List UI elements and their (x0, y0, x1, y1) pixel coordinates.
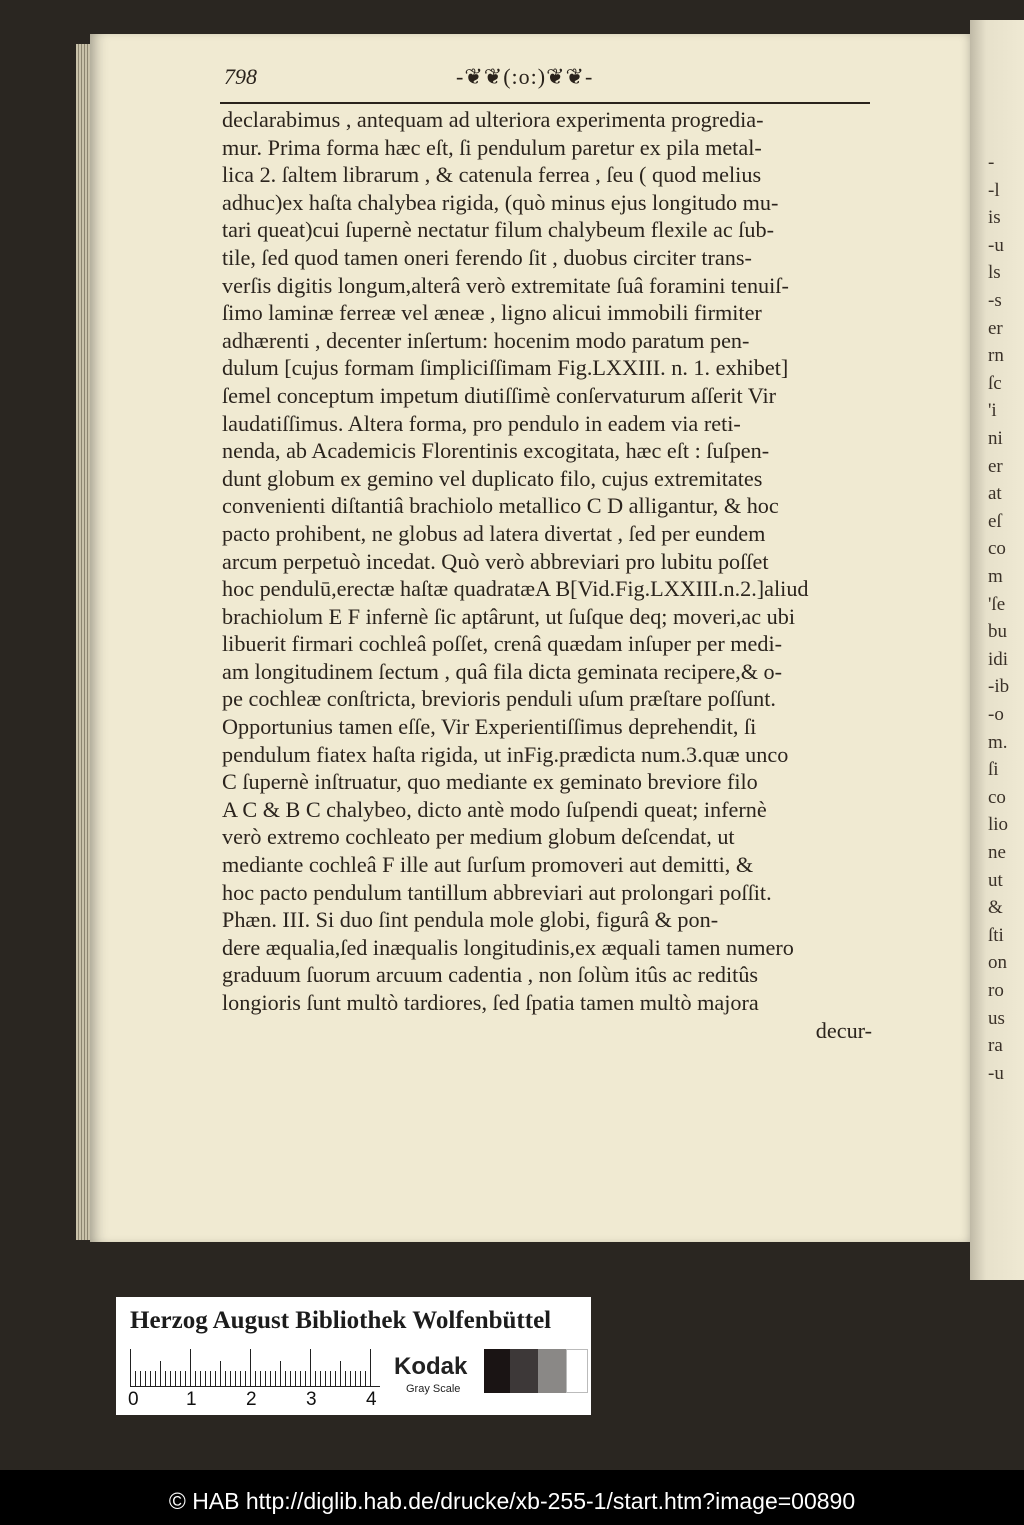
text-line: declarabimus , antequam ad ulteriora experimenta progredia- (222, 107, 764, 132)
ruler-tick (220, 1361, 221, 1387)
ruler-tick (370, 1349, 371, 1387)
text-line: adhærenti , decenter inſertum: hocenim modo paratum pen- (222, 327, 750, 353)
ruler-tick (235, 1371, 236, 1387)
facing-text-fragment: rn (988, 345, 1004, 367)
facing-text-fragment: -u (988, 1062, 1004, 1084)
ruler-tick (240, 1371, 241, 1387)
facing-text-fragment: er (988, 317, 1003, 339)
ruler-label: 0 (128, 1389, 139, 1410)
facing-text-fragment: m. (988, 731, 1008, 753)
facing-text-fragment: co (988, 538, 1006, 560)
text-line: ſemel conceptum impetum diutiſſimè conſervaturum aſſerit Vir (222, 382, 777, 408)
text-line: convenienti diſtantiâ brachiolo metallico C D alligantur, & hoc (222, 493, 779, 519)
text-line: graduum ſuorum arcuum cadentia , non ſolùm itûs ac reditûs (222, 962, 759, 988)
text-line: laudatiſſimus. Altera forma, pro pendulo in eadem via reti- (222, 410, 741, 436)
ruler-tick (280, 1361, 281, 1387)
ruler-tick (150, 1371, 151, 1387)
gray-swatch (510, 1349, 538, 1393)
ruler-tick (245, 1371, 246, 1387)
ruler-tick (320, 1371, 321, 1387)
ruler-tick (255, 1371, 256, 1387)
ruler-tick (305, 1371, 306, 1387)
facing-text-fragment: - (988, 152, 995, 173)
copyright-footer: © HAB http://diglib.hab.de/drucke/xb-255-1/start.htm?image=00890 (168, 1488, 856, 1514)
text-line: longioris ſunt multò tardiores, ſed ſpatia tamen multò majora (222, 990, 759, 1015)
gray-swatch (566, 1349, 588, 1393)
gray-swatch (484, 1349, 510, 1393)
ruler-label: 1 (186, 1389, 197, 1410)
ruler-tick (190, 1349, 191, 1387)
ruler-tick (165, 1371, 166, 1387)
text-line: Phæn. III. Si duo ſint pendula mole globi, figurâ & pon- (222, 907, 719, 933)
text-line: A C & B C chalybeo, dicto antè modo ſuſpendi queat; infernè (222, 796, 767, 822)
ruler-tick (200, 1371, 201, 1387)
facing-text-fragment: ſc (988, 372, 1002, 394)
text-line: C ſupernè inſtruatur, quo mediante ex geminato breviore filo (222, 769, 758, 795)
ruler-tick (250, 1349, 251, 1387)
scale-ruler (130, 1349, 380, 1387)
ruler-tick (360, 1371, 361, 1387)
facing-text-fragment: -l (988, 179, 1000, 201)
text-line: Opportunius tamen eſſe, Vir Experientiſſimus deprehendit, ſi (222, 714, 757, 740)
ruler-tick (140, 1371, 141, 1387)
text-line: verſis digitis longum,alterâ verò extremitate ſuâ foramini tenuiſ- (222, 272, 789, 298)
page-edge (76, 44, 90, 1240)
ruler-tick (300, 1371, 301, 1387)
ruler-tick (175, 1371, 176, 1387)
text-line: am longitudinem ſectum , quâ fila dicta geminata recipere,& o- (222, 658, 783, 684)
text-line: nenda, ab Academicis Florentinis excogitata, hæc eſt : ſuſpen- (222, 438, 770, 464)
facing-text-fragment: ſti (988, 924, 1004, 946)
ruler-tick (325, 1371, 326, 1387)
text-line: dunt globum ex gemino vel duplicato filo, cujus extremitates (222, 465, 763, 491)
page-body-text (222, 106, 872, 1044)
facing-text-fragment: ro (988, 980, 1004, 1001)
facing-text-fragment: ne (988, 842, 1006, 863)
ruler-tick (135, 1371, 136, 1387)
facing-text-fragment: us (988, 1007, 1005, 1029)
ruler-label: 3 (306, 1389, 317, 1410)
ruler-tick (215, 1371, 216, 1387)
facing-text-fragment: ut (988, 869, 1003, 891)
header-rule (220, 102, 870, 104)
text-line: tile, ſed quod tamen oneri ferendo ſit , duobus circiter trans- (222, 244, 752, 270)
ruler-tick (185, 1371, 186, 1387)
library-name: Herzog August Bibliothek Wolfenbüttel (130, 1307, 552, 1334)
facing-text-fragment: -s (988, 290, 1002, 311)
facing-text-fragment: 'ſe (988, 593, 1006, 615)
ruler-tick (350, 1371, 351, 1387)
ruler-label: 2 (246, 1389, 257, 1410)
facing-text-fragment: -u (988, 234, 1004, 256)
ruler-tick (295, 1371, 296, 1387)
text-line: pe cochleæ conſtricta, brevioris penduli uſum præſtare poſſunt. (222, 686, 776, 712)
facing-text-fragment: -ib (988, 676, 1010, 698)
facing-text-fragment: co (988, 786, 1006, 808)
text-line: lica 2. ſaltem librarum , & catenula ferrea , ſeu ( quod melius (222, 162, 762, 188)
text-line: dere æqualia,ſed inæqualis longitudinis,ex æquali tamen numero (222, 934, 794, 960)
text-line: brachiolum E F infernè ſic aptârunt, ut ſuſque deq; moveri,ac ubi (222, 603, 796, 629)
ruler-tick (205, 1371, 206, 1387)
text-line: mur. Prima forma hæc eſt, ſi pendulum paretur ex pila metal- (222, 134, 762, 160)
kodak-subtitle: Gray Scale (406, 1383, 461, 1395)
text-line: hoc pacto pendulum tantillum abbreviari aut prolongari poſſit. (222, 879, 772, 905)
text-line: tari queat)cui ſupernè nectatur filum chalybeum flexile ac ſub- (222, 217, 774, 243)
ruler-tick (130, 1349, 131, 1387)
ruler-tick (225, 1371, 226, 1387)
ruler-tick (265, 1371, 266, 1387)
ruler-tick (330, 1371, 331, 1387)
ruler-tick (285, 1371, 286, 1387)
ruler-tick (260, 1371, 261, 1387)
ruler-tick (315, 1371, 316, 1387)
ruler-tick (335, 1371, 336, 1387)
text-line: arcum perpetuò incedat. Quò verò abbreviari pro lubitu poſſet (222, 548, 769, 574)
text-line: dulum [cujus formam ſimpliciſſimam Fig.LXXIII. n. 1. exhibet] (222, 355, 789, 381)
page-header (224, 64, 864, 104)
ruler-tick (340, 1361, 341, 1387)
text-line: adhuc)ex haſta chalybea rigida, (quò minus ejus longitudo mu- (222, 189, 779, 215)
ruler-tick (345, 1371, 346, 1387)
facing-text-fragment: & (988, 897, 1003, 919)
facing-text-fragment: on (988, 952, 1007, 974)
facing-text-fragment: lio (988, 814, 1009, 836)
text-line: ſimo laminæ ferreæ vel æneæ , ligno alicui immobili firmiter (222, 300, 762, 326)
facing-text-fragment: bu (988, 621, 1007, 643)
ruler-tick (195, 1371, 196, 1387)
ruler-tick (355, 1371, 356, 1387)
ruler-tick (180, 1371, 181, 1387)
text-line: pendulum fiatex haſta rigida, ut inFig.prædicta num.3.quæ unco (222, 741, 789, 767)
text-line: libuerit firmari cochleâ poſſet, crenâ quædam inſuper per medi- (222, 631, 783, 657)
ruler-tick (270, 1371, 271, 1387)
facing-text-fragment: idi (988, 648, 1009, 670)
text-line: decur- (815, 1017, 872, 1043)
kodak-logo: Kodak (394, 1353, 468, 1380)
facing-text-fragment: -o (988, 704, 1004, 725)
ruler-tick (275, 1371, 276, 1387)
facing-text-fragment: at (988, 483, 1002, 505)
ruler-tick (160, 1361, 161, 1387)
facing-text-fragment: ni (988, 428, 1003, 449)
facing-text-fragment: er (988, 455, 1003, 477)
ruler-tick (290, 1371, 291, 1387)
text-line: hoc pendulū,erectæ haſtæ quadratæA B[Vid.Fig.LXXIII.n.2.]aliud (222, 576, 809, 602)
ruler-tick (310, 1349, 311, 1387)
facing-page (970, 20, 1024, 1280)
ruler-tick (230, 1371, 231, 1387)
facing-text-fragment: ls (988, 262, 1001, 284)
ruler-tick (145, 1371, 146, 1387)
text-line: pacto prohibent, ne globus ad latera divertat , ſed per eundem (222, 520, 766, 546)
library-color-card (116, 1297, 591, 1415)
facing-text-fragment: eſ (988, 510, 1002, 532)
facing-text-fragment: is (988, 207, 1001, 229)
ruler-tick (170, 1371, 171, 1387)
facing-text-fragment: m (988, 566, 1003, 587)
text-line: verò extremo cochleato per medium globum deſcendat, ut (222, 824, 735, 850)
header-ornament: -❦❦(:o:)❦❦- (456, 64, 594, 89)
ruler-tick (155, 1371, 156, 1387)
gray-swatch (538, 1349, 566, 1393)
ruler-label: 4 (366, 1389, 377, 1410)
page-number: 798 (224, 64, 257, 89)
ruler-tick (210, 1371, 211, 1387)
facing-text-fragment: ſi (988, 759, 999, 781)
ruler-tick (365, 1371, 366, 1387)
facing-text-fragment: 'i (988, 400, 997, 422)
text-line: mediante cochleâ F ille aut ſurſum promoveri aut demitti, & (222, 852, 754, 878)
facing-text-fragment: ra (988, 1035, 1003, 1057)
